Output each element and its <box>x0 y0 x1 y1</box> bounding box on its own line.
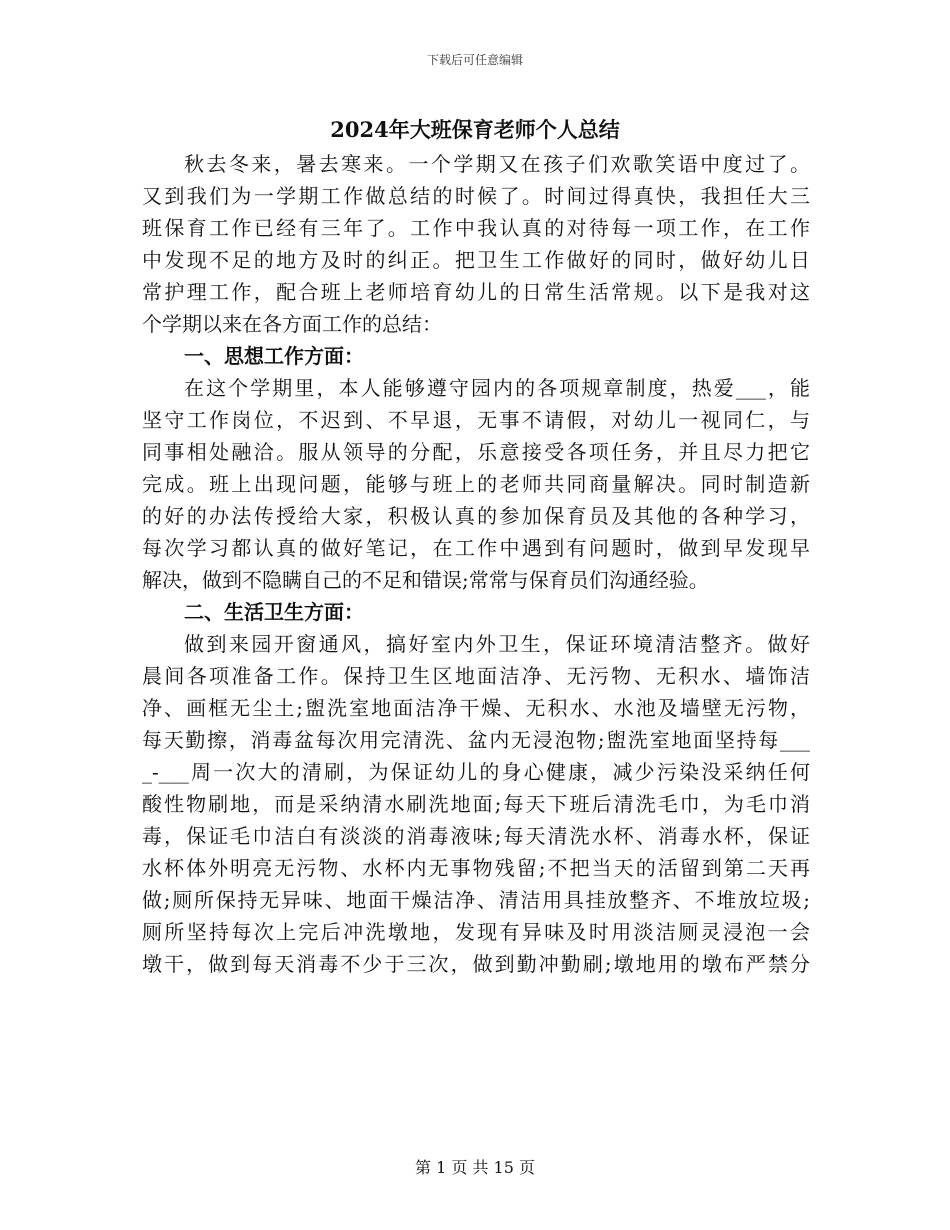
paragraph-line: 常护理工作，配合班上老师培育幼儿的日常生活常规。以下是我对这 <box>142 280 810 304</box>
paragraph-line: 做;厕所保持无异味、地面干燥洁净、清洁用具挂放整齐、不堆放垃圾; <box>142 888 810 912</box>
paragraph-line: 做到来园开窗通风，搞好室内外卫生，保证环境清洁整齐。做好 <box>184 632 810 656</box>
paragraph-line: 厕所坚持每次上完后冲洗墩地，发现有异味及时用淡洁厕灵浸泡一会 <box>142 920 810 944</box>
paragraph-line: 在这个学期里，本人能够遵守园内的各项规章制度，热爱___，能 <box>184 376 810 400</box>
paragraph-line: 酸性物刷地，而是采纳清水刷洗地面;每天下班后清洗毛巾，为毛巾消 <box>142 792 810 816</box>
paragraph-line: 个学期以来在各方面工作的总结： <box>142 312 442 336</box>
section-heading: 一、思想工作方面： <box>184 344 364 368</box>
paragraph-line: 同事相处融洽。服从领导的分配，乐意接受各项任务，并且尽力把它 <box>142 440 810 464</box>
paragraph-line: 中发现不足的地方及时的纠正。把卫生工作做好的同时，做好幼儿日 <box>142 248 810 272</box>
section-heading: 二、生活卫生方面： <box>184 600 364 624</box>
paragraph-line: 毒，保证毛巾洁白有淡淡的消毒液味;每天清洗水杯、消毒水杯，保证 <box>142 824 810 848</box>
paragraph-line: 晨间各项准备工作。保持卫生区地面洁净、无污物、无积水、墙饰洁 <box>142 664 810 688</box>
paragraph-line: 每天勤擦，消毒盆每次用完清洗、盆内无浸泡物;盥洗室地面坚持每___ <box>142 728 810 752</box>
paragraph-line: 每次学习都认真的做好笔记，在工作中遇到有问题时，做到早发现早 <box>142 536 810 560</box>
paragraph-line: 班保育工作已经有三年了。工作中我认真的对待每一项工作，在工作 <box>142 216 810 240</box>
page-header-note: 下载后可任意编辑 <box>426 53 523 67</box>
paragraph-line: 的好的办法传授给大家，积极认真的参加保育员及其他的各种学习， <box>142 504 810 528</box>
page-number-footer: 第 1 页 共 15 页 <box>415 1158 535 1177</box>
paragraph-line: 水杯体外明亮无污物、水杯内无事物残留;不把当天的活留到第二天再 <box>142 856 810 880</box>
paragraph-line: 完成。班上出现问题，能够与班上的老师共同商量解决。同时制造新 <box>142 472 810 496</box>
paragraph-line: _-___周一次大的清刷，为保证幼儿的身心健康，减少污染没采纳任何 <box>142 760 810 784</box>
paragraph-line: 净、画框无尘土;盥洗室地面洁净干燥、无积水、水池及墙壁无污物， <box>142 696 810 720</box>
paragraph-line: 墩干，做到每天消毒不少于三次，做到勤冲勤刷;墩地用的墩布严禁分 <box>142 952 810 976</box>
document-title: 2024年大班保育老师个人总结 <box>330 117 620 142</box>
paragraph-line: 秋去冬来，暑去寒来。一个学期又在孩子们欢歌笑语中度过了。 <box>184 152 810 176</box>
paragraph-line: 坚守工作岗位，不迟到、不早退，无事不请假，对幼儿一视同仁，与 <box>142 408 810 432</box>
paragraph-line: 解决，做到不隐瞒自己的不足和错误;常常与保育员们沟通经验。 <box>142 568 709 592</box>
document-body <box>142 148 810 980</box>
paragraph-line: 又到我们为一学期工作做总结的时候了。时间过得真快，我担任大三 <box>142 184 810 208</box>
